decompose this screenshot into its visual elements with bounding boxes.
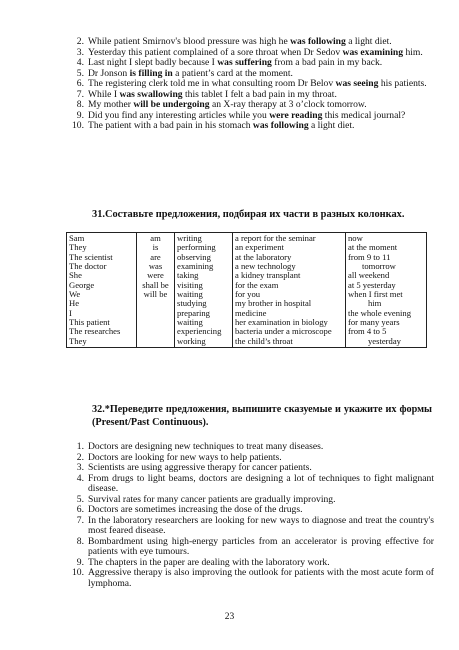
item-text: From drugs to light beams, doctors are designing a lot of techniques to fight malignant disease. xyxy=(88,472,434,494)
object-option: at the laboratory xyxy=(235,251,292,262)
time-option: at the moment xyxy=(348,242,398,253)
auxiliary-option: is xyxy=(152,242,159,253)
time-option: all weekend xyxy=(348,270,390,281)
item-number: 9. xyxy=(76,556,84,568)
bold-predicate: was seeing xyxy=(335,78,379,89)
auxiliary-option: am xyxy=(150,233,161,243)
plain-text: Yesterday this patient complained of a sore throat when Dr Sedov xyxy=(88,46,343,58)
bold-predicate: was swallowing xyxy=(119,88,183,100)
item-number: 6. xyxy=(76,78,84,89)
plain-text: this tablet I felt a bad pain in my throat. xyxy=(182,88,337,100)
verb-option: examining xyxy=(177,261,214,272)
list-item xyxy=(62,463,434,474)
plain-text: Did you find any interesting articles while you xyxy=(88,109,270,121)
object-option: a report for the seminar xyxy=(235,233,316,243)
verb-option: waiting xyxy=(177,317,203,328)
time-option: now xyxy=(348,233,363,243)
list-item xyxy=(62,442,434,453)
page-number: 23 xyxy=(224,612,235,622)
list-item xyxy=(62,505,434,516)
item-text: Doctors are looking for new ways to help patients. xyxy=(88,451,282,463)
time-option: from 4 to 5 xyxy=(348,326,387,337)
subject-option: The doctor xyxy=(69,261,107,272)
item-text: The chapters in the paper are dealing with the laboratory work. xyxy=(88,556,330,568)
list-item xyxy=(62,537,434,558)
exercise-32-heading: 32.*Переведите предложения, выпишите сказуемые и укажите их формы (Present/Past Continuous). xyxy=(92,404,432,428)
verbs-cell xyxy=(175,233,233,348)
item-number: 10. xyxy=(72,120,84,131)
auxiliary-option: were xyxy=(147,270,164,281)
list-item xyxy=(62,516,434,537)
item-number: 4. xyxy=(76,472,84,484)
list-item xyxy=(62,568,434,589)
subject-option: They xyxy=(69,242,87,253)
item-text: Survival rates for many cancer patients are gradually improving. xyxy=(88,493,336,505)
plain-text: this medical journal? xyxy=(322,109,406,121)
auxiliary-option: are xyxy=(150,251,161,262)
auxiliary-option: was xyxy=(148,261,163,272)
exercise-32-sentence-list xyxy=(62,442,434,589)
time-option: from 9 to 11 xyxy=(348,251,391,262)
object-option: for the exam xyxy=(235,279,279,290)
time-option: tomorrow xyxy=(362,261,396,272)
bold-predicate: is filling in xyxy=(129,67,173,79)
exercise-30-answer-list xyxy=(62,37,427,132)
verb-option: experiencing xyxy=(177,326,222,337)
item-text: Bombardment using high-energy particles from an accelerator is proving effective for patients with eye tumours. xyxy=(88,535,434,557)
item-number: 2. xyxy=(76,451,84,463)
auxiliary-option: shall be xyxy=(142,279,169,290)
plain-text: a patient’s card at the moment. xyxy=(172,67,293,79)
object-option: my brother in hospital xyxy=(235,298,312,309)
item-number: 7. xyxy=(76,88,84,100)
plain-text: The patient with a bad pain in his stomach xyxy=(88,120,253,131)
object-option: medicine xyxy=(235,307,267,318)
table-row xyxy=(67,233,427,348)
plain-text: him. xyxy=(403,46,423,58)
item-text: In the laboratory researchers are looking for new ways to diagnose and treat the country's most feared disease. xyxy=(88,514,434,536)
objects-cell xyxy=(233,233,346,348)
plain-text: My mother xyxy=(88,99,134,110)
item-text xyxy=(62,121,427,132)
verb-option: preparing xyxy=(177,307,210,318)
plain-text: a light diet. xyxy=(308,120,355,131)
item-number: 8. xyxy=(76,535,84,547)
verb-option: writing xyxy=(177,233,202,243)
bold-predicate: was following xyxy=(290,36,346,47)
verb-option: taking xyxy=(177,270,199,281)
item-number: 1. xyxy=(76,441,84,452)
plain-text: Dr Jonson xyxy=(88,67,130,79)
time-option: for many years xyxy=(348,317,400,328)
item-text: Scientists are using aggressive therapy for cancer patients. xyxy=(88,462,312,473)
verb-option: visiting xyxy=(177,279,203,290)
verb-option: waiting xyxy=(177,289,203,300)
item-number: 3. xyxy=(76,46,84,58)
times-cell xyxy=(346,233,427,348)
plain-text: The registering clerk told me in what consulting room Dr Belov xyxy=(88,78,336,89)
subject-option: The researches xyxy=(69,326,121,337)
item-number: 4. xyxy=(76,57,84,68)
time-option: the whole evening xyxy=(348,307,412,318)
object-option: her examination in biology xyxy=(235,317,328,328)
subject-option: The scientist xyxy=(69,251,113,262)
item-number: 7. xyxy=(76,514,84,526)
item-number: 2. xyxy=(76,36,84,47)
item-number: 8. xyxy=(76,99,84,110)
plain-text: his patients. xyxy=(378,78,427,89)
object-option: a new technology xyxy=(235,261,296,272)
subject-option: He xyxy=(69,298,80,309)
plain-text: an X-ray therapy at 3 o’clock tomorrow. xyxy=(209,99,367,110)
item-text: Doctors are sometimes increasing the dose of the drugs. xyxy=(88,504,303,515)
item-number: 3. xyxy=(76,462,84,473)
bold-predicate: was following xyxy=(252,120,309,131)
subject-option: This patient xyxy=(69,317,110,328)
subject-option: She xyxy=(69,270,82,281)
item-number: 6. xyxy=(76,504,84,515)
bold-predicate: will be undergoing xyxy=(133,99,210,110)
object-option: bacteria under a microscope xyxy=(235,326,332,337)
subject-option: They xyxy=(69,335,87,346)
time-option: at 5 yesterday xyxy=(348,279,396,290)
item-number: 5. xyxy=(76,67,84,79)
item-text: Doctors are designing new techniques to treat many diseases. xyxy=(88,441,324,452)
subject-option: We xyxy=(69,289,81,300)
subject-option: I xyxy=(69,307,72,318)
item-number: 10. xyxy=(72,567,84,578)
plain-text: from a bad pain in my back. xyxy=(271,57,383,68)
plain-text: a light diet. xyxy=(345,36,392,47)
plain-text: While I xyxy=(88,88,120,100)
list-item xyxy=(62,121,427,132)
bold-predicate: were reading xyxy=(269,109,323,121)
verb-option: studying xyxy=(177,298,207,309)
object-option: the child’s throat xyxy=(235,335,293,346)
list-item xyxy=(62,474,434,495)
bold-predicate: was suffering xyxy=(217,57,272,68)
verb-option: working xyxy=(177,335,206,346)
verb-option: performing xyxy=(177,242,216,253)
item-text: Aggressive therapy is also improving the outlook for patients with the most acute form of lymphoma. xyxy=(88,567,434,589)
subject-option: George xyxy=(69,279,95,290)
verb-option: observing xyxy=(177,251,211,262)
object-option: for you xyxy=(235,289,261,300)
time-option: yesterday xyxy=(368,335,401,346)
exercise-31-heading: 31.Составьте предложения, подбирая их части в разных колонках. xyxy=(92,209,405,220)
time-option: him xyxy=(368,298,382,309)
subjects-cell xyxy=(67,233,137,348)
item-number: 9. xyxy=(76,109,84,121)
object-option: a kidney transplant xyxy=(235,270,301,281)
item-number: 5. xyxy=(76,493,84,505)
time-option: when I first met xyxy=(348,289,403,300)
bold-predicate: was examining xyxy=(342,46,404,58)
plain-text: Last night I slept badly because I xyxy=(88,57,218,68)
auxiliary-option: will be xyxy=(143,289,168,300)
subject-option: Sam xyxy=(69,233,85,243)
sentence-parts-table xyxy=(66,232,427,348)
plain-text: While patient Smirnov's blood pressure was high he xyxy=(88,36,291,47)
auxiliaries-cell xyxy=(137,233,175,348)
object-option: an experiment xyxy=(235,242,284,253)
